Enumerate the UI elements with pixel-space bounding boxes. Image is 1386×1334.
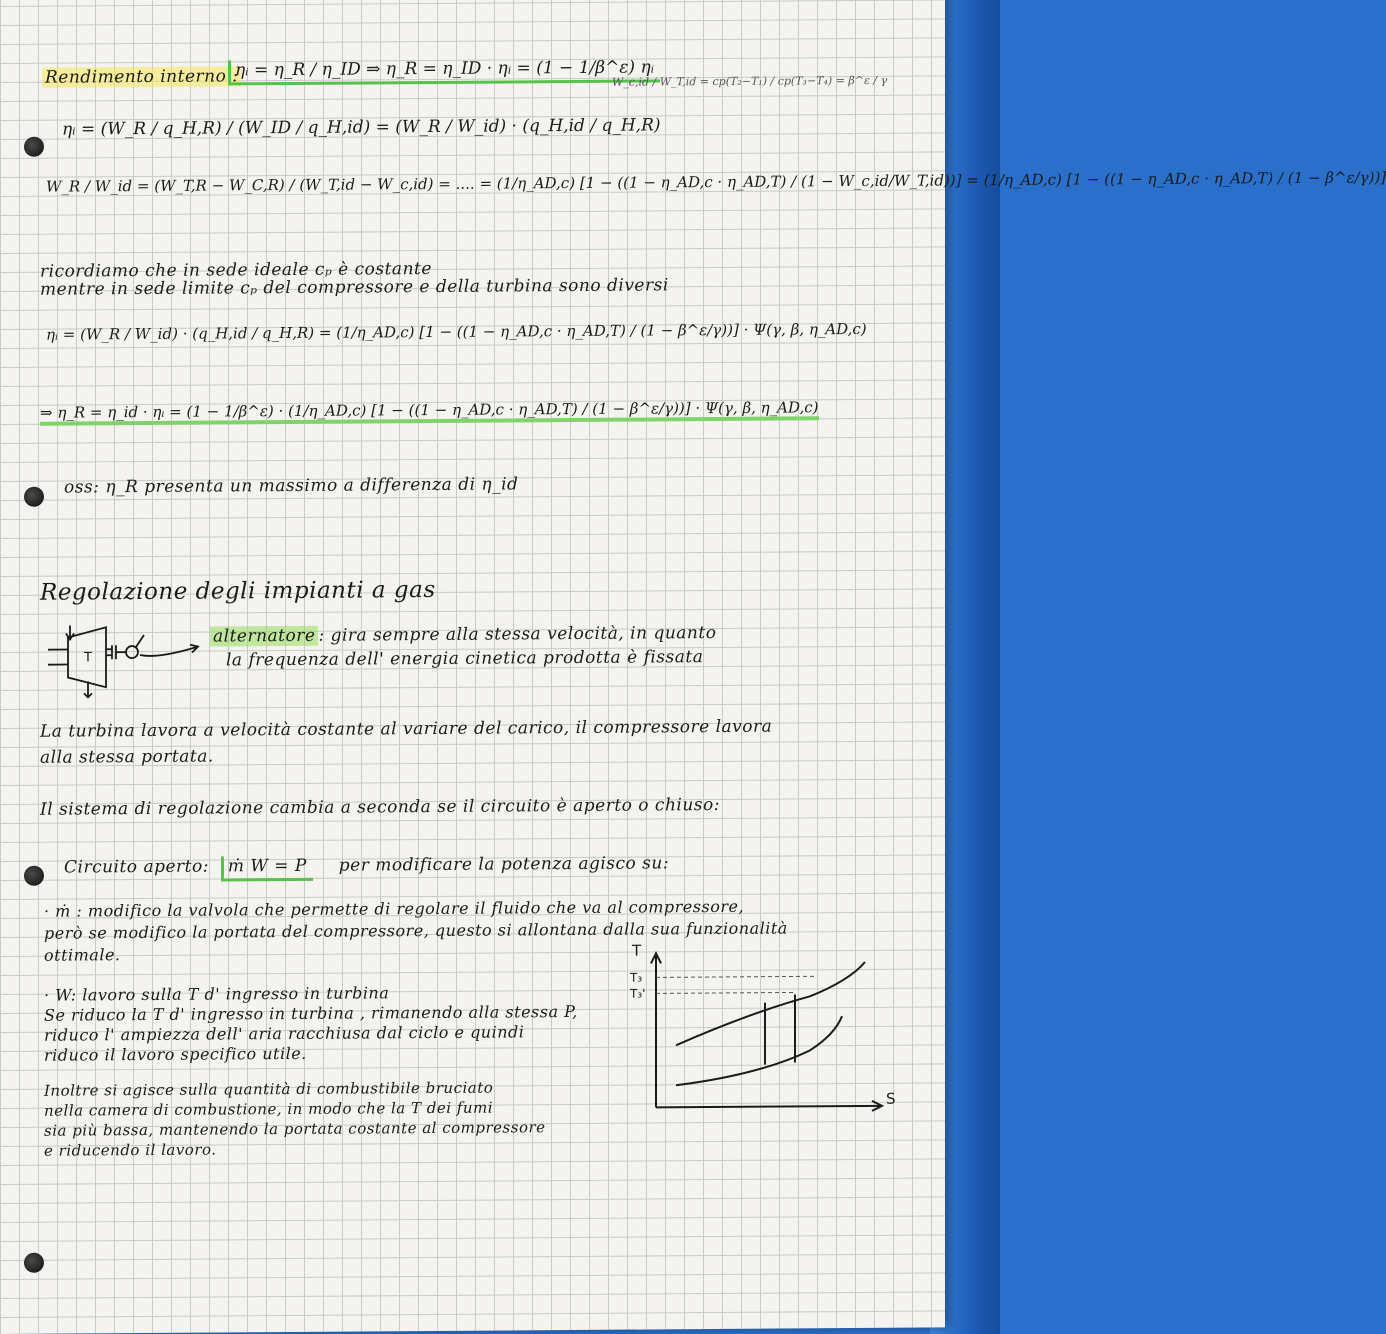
para-inoltre-line-2: nella camera di combustione, in modo che la T dei fumi (44, 1098, 494, 1120)
para-turbina-line-1: La turbina lavora a velocità costante al variare del carico, il compressore lavora (40, 716, 773, 742)
bullet-w-line-2: Se riduco la T d' ingresso in turbina , rimanendo alla stessa P, (44, 1001, 578, 1025)
para-inoltre-line-1: Inoltre si agisce sulla quantità di combustibile bruciato (44, 1078, 494, 1100)
bullet-w-line-3: riduco l' ampiezza dell' aria racchiusa dal ciclo e quindi (44, 1022, 525, 1045)
alternatore-line-2: la frequenza dell' energia cinetica prodotta è fissata (226, 647, 704, 671)
ts-y-label: T (632, 941, 642, 960)
bullet-w-line-4: riduco il lavoro specifico utile. (44, 1043, 307, 1065)
para-inoltre-line-4: e riducendo il lavoro. (44, 1140, 217, 1160)
ts-t3p-label: T₃' (630, 986, 646, 1001)
equation-wr-wid: W_R / W_id = (W_T,R − W_C,R) / (W_T,id − W_c,id) = .... = (1/η_AD,c) [1 − ((1 − η_AD,c · η_AD,T) / (1 − W_c,id/W_T,id))] = (1/η_AD,c) [1 − ((1 − η_AD,c · η_AD,T) / (1 − β^ε/γ))] (46, 168, 1386, 196)
section-title-regolazione: Regolazione degli impianti a gas (40, 576, 436, 606)
open-formula: ṁ W = P (221, 856, 313, 882)
observation-note: oss: η_R presenta un massimo a differenza di η_id (64, 474, 519, 498)
bullet-mdot-line-1: · ṁ : modifico la valvola che permette di regolare il fluido che va al compressore, (44, 896, 745, 921)
ts-isobar-low (676, 1016, 842, 1085)
para-turbina-line-2: alla stessa portata. (40, 746, 214, 768)
bullet-mdot-line-3: ottimale. (44, 945, 121, 965)
note-cp-ideal: ricordiamo che in sede ideale cₚ è costante (40, 258, 432, 282)
note-cp-limite: mentre in sede limite cₚ del compressore e della turbina sono diversi (40, 275, 669, 300)
equation-eta-i-final: ηᵢ = (W_R / W_id) · (q_H,id / q_H,R) = (1/η_AD,c) [1 − ((1 − η_AD,c · η_AD,T) / (1 − β^ε/γ))] · Ψ(γ, β, η_AD,c) (46, 319, 867, 344)
ts-x-axis (656, 1106, 882, 1108)
alternatore-label: alternatore (210, 626, 318, 647)
equation-side-note: W_c,id / W_T,id = cp(T₂−T₁) / cp(T₃−T₄) = β^ε / γ (612, 73, 888, 89)
equation-header: ηᵢ = η_R / η_ID ⇒ η_R = η_ID · ηᵢ = (1 − 1/β^ε) ηᵢ (228, 57, 660, 80)
alternatore-line-1: alternatore : gira sempre alla stessa velocità, in quanto (210, 623, 716, 647)
circuito-aperto-line: Circuito aperto: ṁ W = P per modificare la potenza agisco su: (64, 853, 669, 877)
punch-hole (24, 137, 44, 157)
equation-eta-r: ⇒ η_R = η_id · ηᵢ = (1 − 1/β^ε) · (1/η_AD,c) [1 − ((1 − η_AD,c · η_AD,T) / (1 − β^ε/γ))] · Ψ(γ, β, η_AD,c) (40, 398, 819, 421)
para-inoltre-line-3: sia più bassa, mantenendo la portata costante al compressore (44, 1118, 546, 1140)
bullet-mdot-line-2: però se modifico la portata del compressore, questo si allontana dalla sua funzionalità (44, 918, 788, 943)
punch-hole (24, 1253, 44, 1273)
ts-diagram (620, 934, 910, 1126)
para-sistema-regolazione: Il sistema di regolazione cambia a seconda se il circuito è aperto o chiuso: (40, 794, 720, 820)
ts-x-label: S (886, 1089, 896, 1108)
bullet-w-line-1: · W: lavoro sulla T d' ingresso in turbina (44, 983, 390, 1005)
equation-eta-i: ηᵢ = (W_R / q_H,R) / (W_ID / q_H,id) = (W_R / W_id) · (q_H,id / q_H,R) (62, 115, 661, 140)
ts-isobar-high (676, 962, 865, 1045)
turbine-alternator-sketch (48, 619, 208, 700)
punch-hole (24, 866, 44, 886)
turbine-label: T (84, 650, 92, 666)
section-title-rendimento-interno: Rendimento interno : (42, 66, 241, 87)
ts-t3-label: T₃ (630, 970, 643, 985)
punch-hole (24, 487, 44, 507)
